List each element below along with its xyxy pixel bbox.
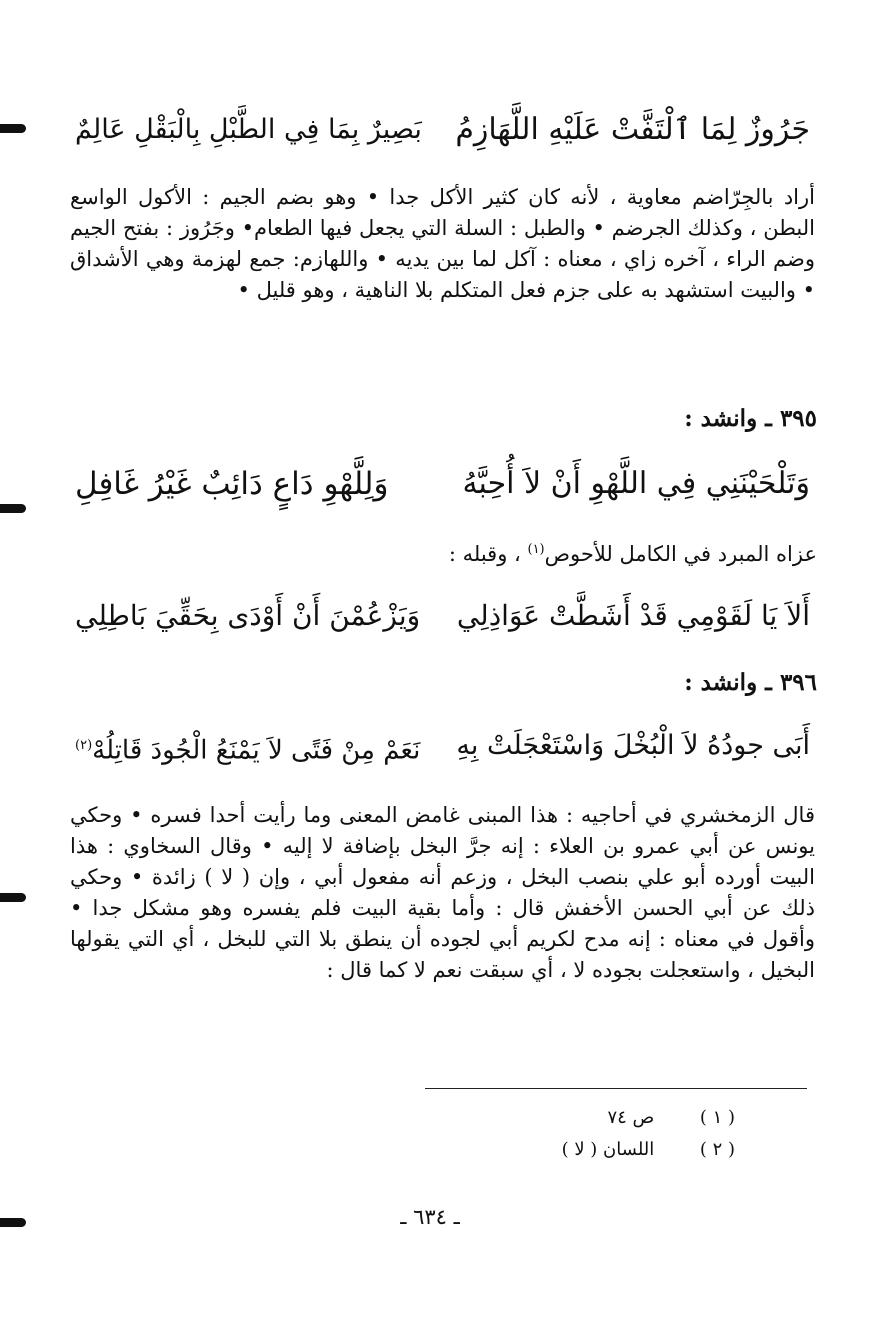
footnote-ref-2: (٢) (75, 738, 93, 753)
verse-396-heading: ٣٩٦ ـ وانشد : (684, 669, 817, 696)
page-number: ـ ٦٣٤ ـ (400, 1205, 460, 1229)
footnote-2 (562, 1136, 735, 1164)
verse-3-second-hemistich: وَيَزْعُمْنَ أَنْ أَوْدَى بِحَقِّيَ بَاطِلِي (75, 599, 421, 632)
margin-mark (0, 124, 26, 133)
verse-4 (75, 718, 810, 774)
verse-4-second-text: نَعَمْ مِنْ فَتًى لاَ يَمْنَعُ الْجُودَ قَاتِلُهْ (92, 735, 421, 766)
commentary-paragraph-2: قال الزمخشري في أحاجيه : هذا المبنى غامض المعنى وما رأيت أحدا فسره • وحكي يونس عن أبي عمرو بن العلاء : إنه جرَّ البخل بإضافة لا إليه • وقال السخاوي : هذا البيت أورده أبو علي بنصب البخل ، وزعم أنه مفعول أبي ، وإن ( لا ) زائدة • وحكي ذلك عن أبي الحسن الأخفش قال : وأما بقية البيت فلم يفسره وهو مشكل جدا • وأقول في معناه : إنه مدح لكريم أبي لجوده أن ينطق بلا التي للبخل ، أي التي يقولها البخيل ، واستعجلت بجوده لا ، أي سبقت نعم لا كما قال : (70, 803, 815, 982)
attribution-line (449, 534, 817, 570)
verse-2-first-hemistich: وَتَلْحَيْنَنِي فِي اللَّهْوِ أَنْ لاَ أُحِبَّهُ (462, 466, 810, 501)
verse-1 (75, 102, 810, 158)
verse-395-heading: ٣٩٥ ـ وانشد : (684, 405, 817, 432)
attribution-tail: ، وقبله : (448, 542, 528, 566)
verse-4-second-hemistich (75, 718, 420, 779)
footnote-separator (425, 1088, 807, 1089)
verse-3-first-hemistich: أَلاَ يَا لَقَوْمِي قَدْ أَشَطَّتْ عَوَاذِلِي (456, 599, 810, 632)
footnote-1-number: ( ١ ) (699, 1107, 735, 1128)
verse-3 (75, 588, 810, 644)
footnote-1 (607, 1104, 735, 1132)
verse-2-second-hemistich: وَلِلَّهْوِ دَاعٍ دَائِبٌ غَيْرُ غَافِلِ (75, 466, 389, 502)
verse-1-second-hemistich: بَصِيرٌ بِمَا فِي الطَّبْلِ بِالْبَقْلِ عَالِمٌ (75, 114, 422, 145)
verse-2 (75, 456, 810, 512)
verse-4-first-hemistich: أَبَى جودُهُ لاَ الْبُخْلَ وَاسْتَعْجَلَتْ بِهِ (456, 730, 810, 761)
footnote-2-text: اللسان ( لا ) (561, 1139, 655, 1160)
verse-1-first-hemistich: جَرُوزٌ لِمَا ٱلْتَفَّتْ عَلَيْهِ اللَّهَازِمُ (455, 112, 810, 147)
margin-mark (0, 504, 26, 513)
commentary-paragraph-1: أراد بالجِرّاضم معاوية ، لأنه كان كثير الأكل جدا • وهو بضم الجيم : الأكول الواسع البطن ، وكذلك الجرضم • والطبل : السلة التي يجعل فيها الطعام• وجَرُوز : بفتح الجيم وضم الراء ، آخره زاي ، معناه : آكل لما بين يديه • واللهازم: جمع لهزمة وهي الأشداق • والبيت استشهد به على جزم فعل المتكلم بلا الناهية ، وهو قليل • (70, 185, 815, 302)
footnote-2-number: ( ٢ ) (699, 1139, 735, 1160)
margin-mark (0, 893, 26, 902)
attribution-text: عزاه المبرد في الكامل للأحوص (544, 542, 817, 566)
footnote-1-text: ص ٧٤ (607, 1107, 655, 1128)
footnote-ref-1: (١) (527, 542, 545, 557)
